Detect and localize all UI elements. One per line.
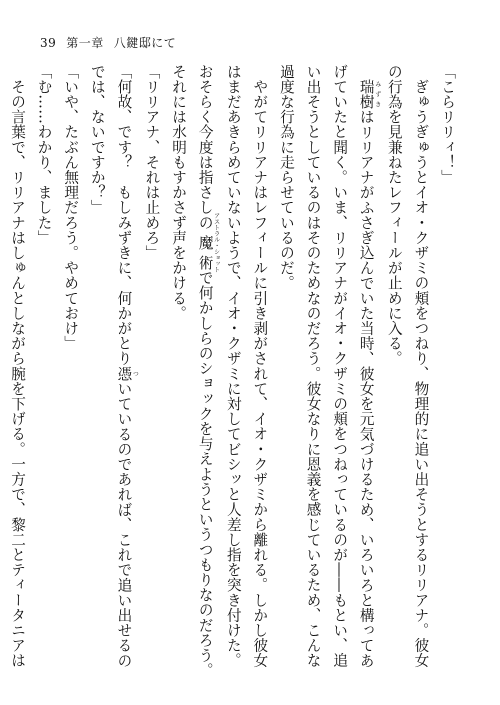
- text-run: いているのであれば、これで追い出せるの: [115, 381, 133, 669]
- text-run: 「リリアナ、それは止めろ」: [143, 64, 161, 261]
- text-line: [326, 64, 353, 668]
- text-run: はリリアナがふさぎ込んでいた当時、彼女を元気づけるため、いろいろと構ってあ: [357, 109, 375, 669]
- text-line: [299, 64, 326, 668]
- text-line: [138, 64, 165, 664]
- text-run: [358, 64, 375, 79]
- text-line: [433, 64, 460, 664]
- ruby-reading: アストラル・ショット: [212, 212, 220, 273]
- text-line: [3, 64, 30, 668]
- text-run: 「いや、たぶん無理だろう。やめておけ」: [62, 64, 80, 351]
- ruby-word: [196, 212, 220, 273]
- body-text: [9, 64, 460, 678]
- page-number: 39: [40, 36, 57, 50]
- text-run: 「こらリリィ！」: [439, 64, 456, 185]
- ruby-base: 瑞樹: [357, 79, 375, 110]
- text-line: [380, 64, 407, 664]
- text-run: おそらく今度は指さし: [196, 64, 214, 215]
- text-line: [164, 64, 191, 664]
- text-run: 「何故、です？ もしみずきに、何かがとり: [115, 64, 133, 366]
- ruby-word: [115, 366, 139, 382]
- text-line: [246, 64, 273, 668]
- text-run: で何かしらのショックを与えようというつもりなのだろう。: [196, 270, 214, 678]
- text-line: [219, 64, 246, 668]
- text-line: [352, 64, 381, 669]
- text-run: はまだあきらめていないようで、イオ・クザミに対してビシッと人差し指を突き付けた。: [224, 64, 242, 668]
- text-run: では、ないですか？」: [88, 64, 106, 215]
- text-line: [191, 64, 220, 678]
- ruby-word: [357, 79, 381, 110]
- text-run: い出そうとしているのはそのためなのだろう。彼女なりに恩義を感じているため、こんな: [304, 64, 322, 668]
- text-line: [272, 64, 299, 664]
- text-line: [57, 64, 84, 664]
- ruby-base: の魔術: [196, 212, 214, 273]
- ruby-base: 憑: [115, 366, 133, 382]
- text-run: その言葉で、リリアナはしゅんとしながら腕を下げる。一方で、黎二とティータニアは: [9, 64, 26, 668]
- text-run: ぎゅうぎゅうとイオ・クザミの頬をつねり、物理的に追い出そうとするリリアナ。彼女: [412, 64, 430, 668]
- text-run: の行為を見兼ねたレフィールが止めに入る。: [385, 64, 403, 366]
- chapter-title: 八鍵邸にて: [113, 36, 177, 50]
- text-line: [407, 64, 434, 668]
- text-line: [83, 64, 110, 664]
- ruby-reading: つ: [131, 366, 139, 382]
- text-run: 過度な行為に走らせているのだ。: [277, 64, 295, 291]
- page-header: [40, 34, 176, 51]
- text-line: [110, 64, 139, 669]
- chapter-label: 第一章: [66, 36, 104, 50]
- ruby-reading: みずき: [373, 79, 381, 110]
- text-run: 「む……わかり、ました」: [35, 64, 53, 246]
- text-run: やがてリリアナはレフィールに引き剥がされて、イオ・クザミから離れる。しかし彼女: [251, 64, 269, 668]
- text-run: げていたと聞く。いま、リリアナがイオ・クザミの頬をつねっているのが――もとい、追: [331, 64, 349, 668]
- text-run: それには水明もすかさず声をかける。: [170, 64, 188, 321]
- text-line: [30, 64, 57, 664]
